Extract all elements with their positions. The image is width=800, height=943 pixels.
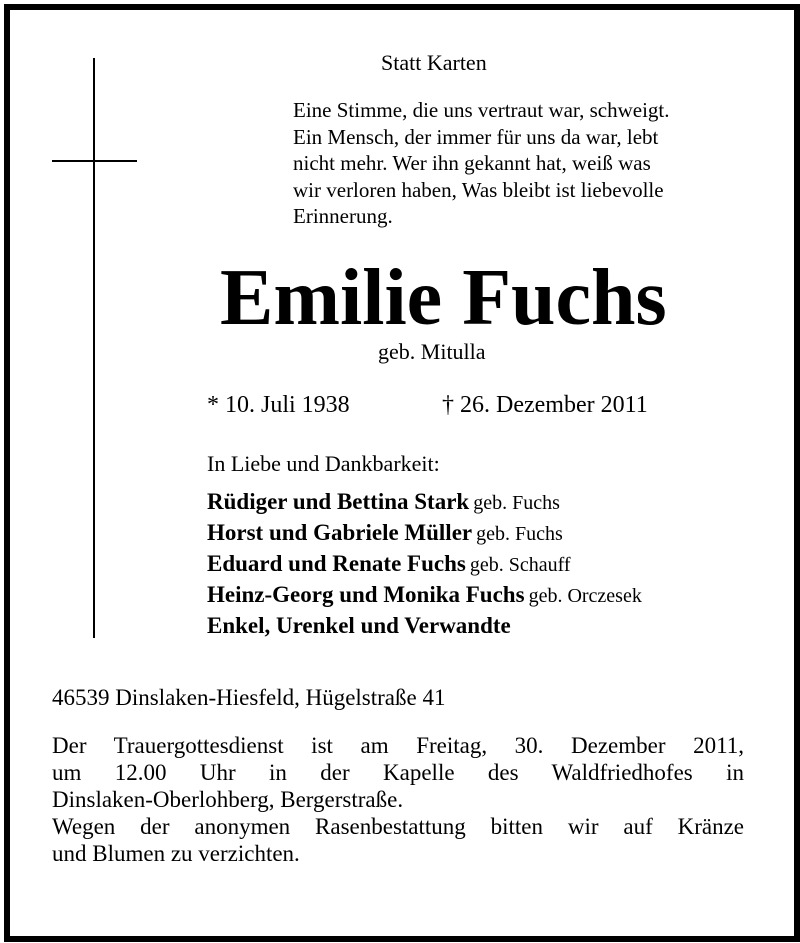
list-item (207, 517, 642, 548)
list-item (207, 486, 642, 517)
deceased-name: Emilie Fuchs (220, 254, 667, 342)
cross-icon (93, 58, 95, 638)
service-line: um 12.00 Uhr in der Kapelle des Waldfriedhofes in (52, 760, 744, 785)
statt-karten: Statt Karten (381, 50, 487, 75)
memorial-poem (293, 97, 669, 230)
list-item (207, 548, 642, 579)
service-line: Wegen der anonymen Rasenbestattung bitten wir auf Kränze (52, 814, 744, 839)
mourner-note: geb. Orczesek (528, 585, 642, 607)
mourner-names: Rüdiger und Bettina Stark (207, 489, 470, 514)
service-line: Dinslaken-Oberlohberg, Bergerstraße. (52, 787, 404, 812)
mourner-names: Eduard und Renate Fuchs (207, 551, 466, 576)
mourner-names: Enkel, Urenkel und Verwandte (207, 613, 511, 638)
service-line: und Blumen zu verzichten. (52, 841, 300, 866)
mourners-intro: In Liebe und Dankbarkeit: (207, 451, 440, 476)
list-item (207, 610, 642, 641)
poem-line: nicht mehr. Wer ihn gekannt hat, weiß was (293, 151, 651, 175)
mourner-names: Horst und Gabriele Müller (207, 520, 473, 545)
birth-date: * 10. Juli 1938 (207, 392, 350, 418)
poem-line: Erinnerung. (293, 204, 393, 228)
list-item (207, 579, 642, 610)
service-line: Der Trauergottesdienst ist am Freitag, 30. Dezember 2011, (52, 733, 744, 758)
cross-icon-bar (52, 160, 137, 162)
mourner-note: geb. Fuchs (476, 523, 563, 545)
mourners-list (207, 486, 642, 641)
poem-line: Ein Mensch, der immer für uns da war, lebt (293, 124, 659, 149)
poem-line: wir verloren haben, Was bleibt ist liebevolle (293, 177, 664, 202)
mourner-names: Heinz-Georg und Monika Fuchs (207, 582, 525, 607)
poem-line: Eine Stimme, die uns vertraut war, schweigt. (293, 98, 670, 122)
service-info (52, 732, 744, 867)
address: 46539 Dinslaken-Hiesfeld, Hügelstraße 41 (52, 685, 446, 710)
mourner-note: geb. Schauff (469, 554, 571, 576)
mourner-note: geb. Fuchs (473, 492, 560, 514)
maiden-name: geb. Mitulla (378, 339, 486, 364)
death-date: † 26. Dezember 2011 (442, 392, 648, 418)
